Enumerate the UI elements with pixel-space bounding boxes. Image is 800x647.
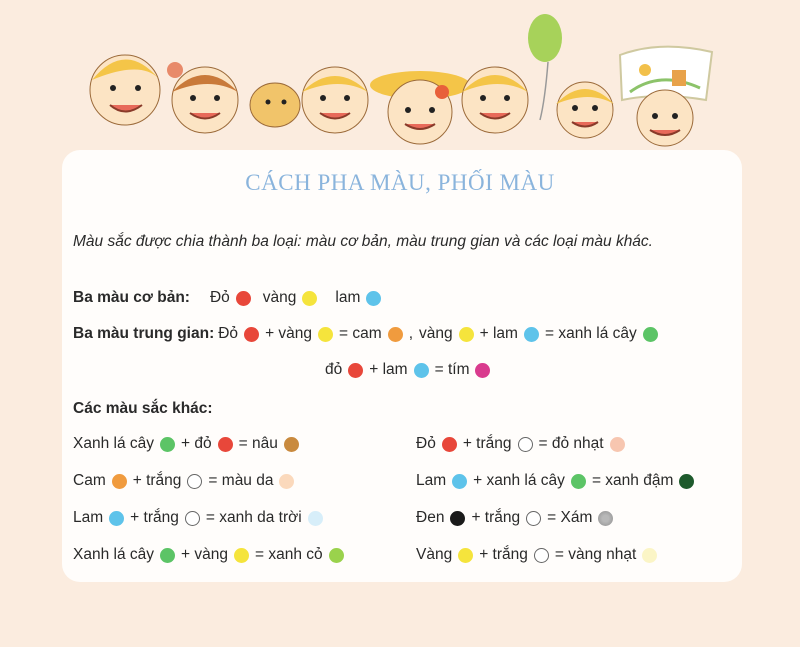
mix-result: = Xám	[547, 509, 593, 526]
basic-item-red: Đỏ	[209, 289, 230, 306]
basic-colors-row	[73, 289, 387, 307]
yellow-swatch	[459, 327, 474, 342]
white-swatch	[518, 437, 533, 452]
other-left-row-4	[73, 546, 350, 564]
red-swatch	[218, 437, 233, 452]
mix-term: Xanh lá cây	[73, 546, 154, 563]
white-swatch	[185, 511, 200, 526]
other-right-row-2	[416, 472, 700, 490]
red-swatch	[442, 437, 457, 452]
skin-swatch	[279, 474, 294, 489]
mix-equals-orange: = cam	[339, 325, 382, 342]
intro-text: Màu sắc được chia thành ba loại: màu cơ bản, màu trung gian và các loại màu khác.	[73, 233, 653, 250]
other-left-row-3	[73, 509, 329, 527]
white-swatch	[534, 548, 549, 563]
other-right-row-1	[416, 435, 631, 453]
brown-swatch	[284, 437, 299, 452]
mix-term: + xanh lá cây	[473, 472, 565, 489]
kid-face-5	[462, 67, 528, 133]
mix-term: Xanh lá cây	[73, 435, 154, 452]
yellow-swatch	[318, 327, 333, 342]
yellow-swatch	[458, 548, 473, 563]
balloon-icon	[528, 14, 562, 120]
darkgreen-swatch	[679, 474, 694, 489]
green-swatch	[571, 474, 586, 489]
limegreen-swatch	[329, 548, 344, 563]
other-right-row-3	[416, 509, 619, 527]
blue-swatch	[524, 327, 539, 342]
mix-term: Lam	[416, 472, 447, 489]
red-swatch	[244, 327, 259, 342]
mix-result: = xanh da trời	[205, 509, 302, 526]
mix-plus-blue-2: + lam	[369, 361, 408, 378]
mix-term: + trắng	[132, 472, 182, 489]
mix-result: = đỏ nhạt	[538, 435, 604, 452]
mix-result: = nâu	[238, 435, 278, 452]
other-left-row-1	[73, 435, 305, 453]
mix-term: Đen	[416, 509, 445, 526]
basic-colors-label: Ba màu cơ bản:	[73, 289, 190, 306]
kid-face-6	[556, 82, 614, 138]
other-right-row-4	[416, 546, 663, 564]
red-swatch	[348, 363, 363, 378]
other-left-row-2	[73, 472, 300, 490]
mix-term: + trắng	[462, 435, 512, 452]
orange-swatch	[112, 474, 127, 489]
white-swatch	[187, 474, 202, 489]
orange-swatch	[388, 327, 403, 342]
mix-plus-yellow: + vàng	[265, 325, 313, 342]
mix-term: + trắng	[471, 509, 521, 526]
mix-term: Vàng	[416, 546, 453, 563]
green-swatch	[160, 548, 175, 563]
mix-result: = vàng nhạt	[554, 546, 637, 563]
mix-red: Đỏ	[218, 325, 239, 342]
white-swatch	[526, 511, 541, 526]
mix-term: Lam	[73, 509, 104, 526]
blue-swatch	[366, 291, 381, 306]
mix-result: = xanh đậm	[591, 472, 674, 489]
black-swatch	[450, 511, 465, 526]
mix-term: + đỏ	[181, 435, 212, 452]
dog-face	[250, 83, 300, 127]
intermediate-label: Ba màu trung gian:	[73, 325, 215, 342]
lightyellow-swatch	[642, 548, 657, 563]
page-title: CÁCH PHA MÀU, PHỐI MÀU	[245, 170, 555, 195]
mix-result: = màu da	[208, 472, 274, 489]
purple-swatch	[475, 363, 490, 378]
kid-face-1	[90, 55, 160, 125]
mix-red-2: đỏ	[325, 361, 343, 378]
kid-face-2	[167, 62, 238, 133]
mix-plus-blue: + lam	[479, 325, 518, 342]
gray-swatch	[598, 511, 613, 526]
basic-item-yellow: vàng	[262, 289, 297, 306]
mix-term: + trắng	[479, 546, 528, 563]
yellow-swatch	[302, 291, 317, 306]
other-colors-label: Các màu sắc khác:	[73, 400, 213, 417]
basic-item-blue: lam	[335, 289, 361, 306]
blue-swatch	[452, 474, 467, 489]
mix-term: + vàng	[181, 546, 228, 563]
mix-equals-purple: = tím	[434, 361, 470, 378]
mix-yellow: vàng	[419, 325, 453, 342]
lightblue-swatch	[308, 511, 323, 526]
yellow-swatch	[234, 548, 249, 563]
mix-equals-green: = xanh lá cây	[544, 325, 637, 342]
mix-term: Cam	[73, 472, 106, 489]
green-swatch	[643, 327, 658, 342]
blue-swatch	[414, 363, 429, 378]
mix-result: = xanh cỏ	[254, 546, 323, 563]
mix-term: Đỏ	[416, 435, 436, 452]
blue-swatch	[109, 511, 124, 526]
intermediate-row-2	[325, 361, 496, 379]
kid-face-3	[302, 67, 368, 133]
comma: ,	[408, 325, 413, 342]
pink-swatch	[610, 437, 625, 452]
green-swatch	[160, 437, 175, 452]
kid-face-4	[370, 71, 470, 144]
mix-term: + trắng	[130, 509, 179, 526]
kid-face-7	[637, 90, 693, 146]
intermediate-row-1	[73, 325, 664, 343]
red-swatch	[236, 291, 251, 306]
